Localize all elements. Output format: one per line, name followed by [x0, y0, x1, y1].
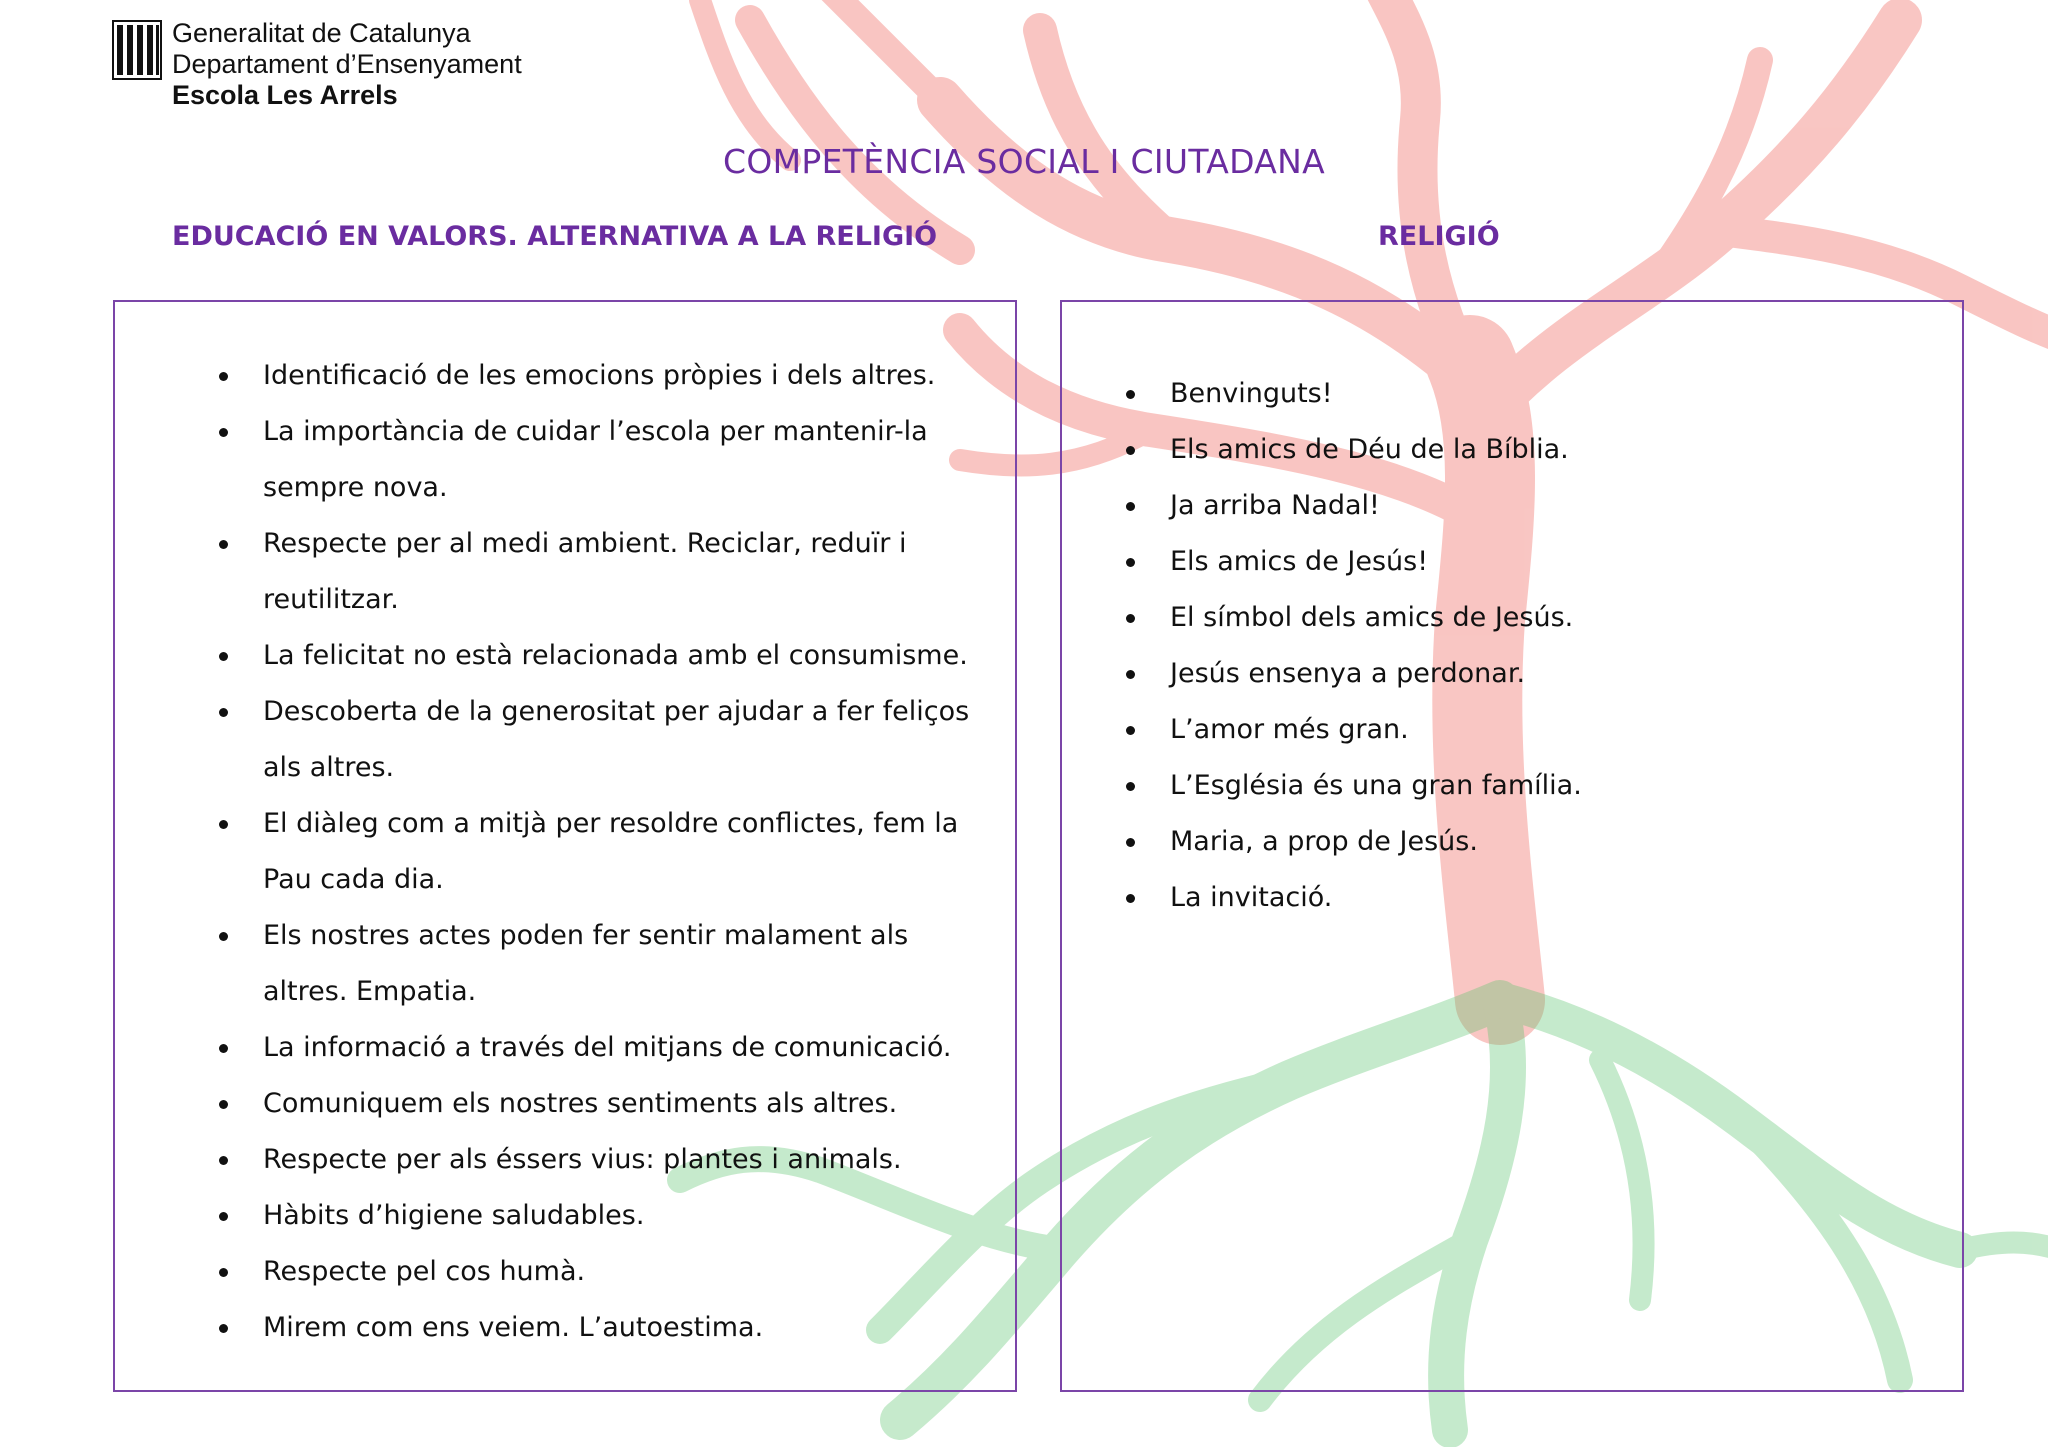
- heading-values-education: EDUCACIÓ EN VALORS. ALTERNATIVA A LA RELIGIÓ: [172, 221, 938, 252]
- list-item-text: Jesús ensenya a perdonar.: [1170, 658, 1526, 689]
- list-item-text: L’Església és una gran família.: [1170, 770, 1582, 801]
- list-item-text: La invitació.: [1170, 882, 1333, 913]
- list-item-text: La importància de cuidar l’escola per mantenir-la sempre nova.: [263, 416, 928, 503]
- bullet-icon: [1126, 702, 1138, 758]
- institution-header: [112, 18, 522, 111]
- bullet-icon: [219, 1076, 231, 1132]
- page-title-text: COMPETÈNCIA SOCIAL I CIUTADANA: [723, 142, 1325, 181]
- list-item: [219, 348, 989, 404]
- bullet-icon: [1126, 366, 1138, 422]
- bullet-icon: [219, 348, 231, 404]
- bullet-icon: [219, 516, 231, 572]
- list-item: [1126, 646, 1926, 702]
- institution-text: [172, 18, 522, 111]
- list-item: [219, 516, 989, 628]
- list-item-text: Hàbits d’higiene saludables.: [263, 1200, 645, 1231]
- bullet-icon: [219, 1188, 231, 1244]
- org-line-department: Departament d’Ensenyament: [172, 49, 522, 79]
- bullet-icon: [1126, 758, 1138, 814]
- bullet-icon: [219, 1132, 231, 1188]
- list-item-text: La felicitat no està relacionada amb el consumisme.: [263, 640, 968, 671]
- list-item-text: El diàleg com a mitjà per resoldre conflictes, fem la Pau cada dia.: [263, 808, 959, 895]
- list-item-text: Descoberta de la generositat per ajudar a fer feliços als altres.: [263, 696, 970, 783]
- list-item: [1126, 870, 1926, 926]
- list-item: [219, 1188, 989, 1244]
- list-item: [1126, 478, 1926, 534]
- bullet-icon: [1126, 478, 1138, 534]
- list-item-text: Identificació de les emocions pròpies i dels altres.: [263, 360, 936, 391]
- religion-panel: [1060, 300, 1964, 1392]
- bullet-icon: [1126, 422, 1138, 478]
- bullet-icon: [1126, 590, 1138, 646]
- generalitat-logo-icon: [112, 20, 162, 80]
- list-item: [219, 1300, 989, 1356]
- bullet-icon: [1126, 646, 1138, 702]
- list-item: [1126, 702, 1926, 758]
- bullet-icon: [219, 684, 231, 740]
- list-item: [1126, 534, 1926, 590]
- list-item: [219, 796, 989, 908]
- list-item: [1126, 814, 1926, 870]
- list-item-text: Respecte pel cos humà.: [263, 1256, 586, 1287]
- list-item: [219, 1244, 989, 1300]
- list-item-text: Els nostres actes poden fer sentir malament als altres. Empatia.: [263, 920, 909, 1007]
- bullet-icon: [219, 1300, 231, 1356]
- list-item: [219, 1132, 989, 1188]
- list-item-text: La informació a través del mitjans de comunicació.: [263, 1032, 952, 1063]
- list-item-text: Maria, a prop de Jesús.: [1170, 826, 1478, 857]
- bullet-icon: [1126, 870, 1138, 926]
- bullet-icon: [219, 1020, 231, 1076]
- bullet-icon: [1126, 814, 1138, 870]
- list-item: [219, 1020, 989, 1076]
- list-item: [1126, 590, 1926, 646]
- list-item: [1126, 758, 1926, 814]
- list-item: [219, 404, 989, 516]
- list-item-text: Respecte per als éssers vius: plantes i animals.: [263, 1144, 902, 1175]
- list-item-text: Els amics de Déu de la Bíblia.: [1170, 434, 1569, 465]
- list-item: [1126, 366, 1926, 422]
- list-item-text: Els amics de Jesús!: [1170, 546, 1429, 577]
- bullet-icon: [219, 628, 231, 684]
- bullet-icon: [219, 796, 231, 852]
- list-item-text: Benvinguts!: [1170, 378, 1333, 409]
- list-item-text: Ja arriba Nadal!: [1170, 490, 1380, 521]
- bullet-icon: [219, 1244, 231, 1300]
- tree-branch: [830, 0, 960, 120]
- list-item: [219, 908, 989, 1020]
- org-line-generalitat: Generalitat de Catalunya: [172, 18, 471, 48]
- bullet-icon: [1126, 534, 1138, 590]
- list-item: [219, 684, 989, 796]
- tree-branch: [750, 20, 960, 250]
- heading-religion: RELIGIÓ: [1378, 221, 1500, 252]
- list-item: [219, 1076, 989, 1132]
- bullet-icon: [219, 908, 231, 964]
- tree-root: [1960, 1243, 2048, 1251]
- list-item: [1126, 422, 1926, 478]
- list-item-text: Respecte per al medi ambient. Reciclar, reduïr i reutilitzar.: [263, 528, 907, 615]
- list-item: [219, 628, 989, 684]
- values-education-list: [219, 348, 989, 1356]
- school-name: Escola Les Arrels: [172, 80, 398, 110]
- list-item-text: Comuniquem els nostres sentiments als altres.: [263, 1088, 898, 1119]
- bullet-icon: [219, 404, 231, 460]
- list-item-text: El símbol dels amics de Jesús.: [1170, 602, 1574, 633]
- religion-list: [1126, 366, 1926, 926]
- page-title: [0, 142, 2048, 181]
- values-education-panel: [113, 300, 1017, 1392]
- list-item-text: L’amor més gran.: [1170, 714, 1409, 745]
- list-item-text: Mirem com ens veiem. L’autoestima.: [263, 1312, 764, 1343]
